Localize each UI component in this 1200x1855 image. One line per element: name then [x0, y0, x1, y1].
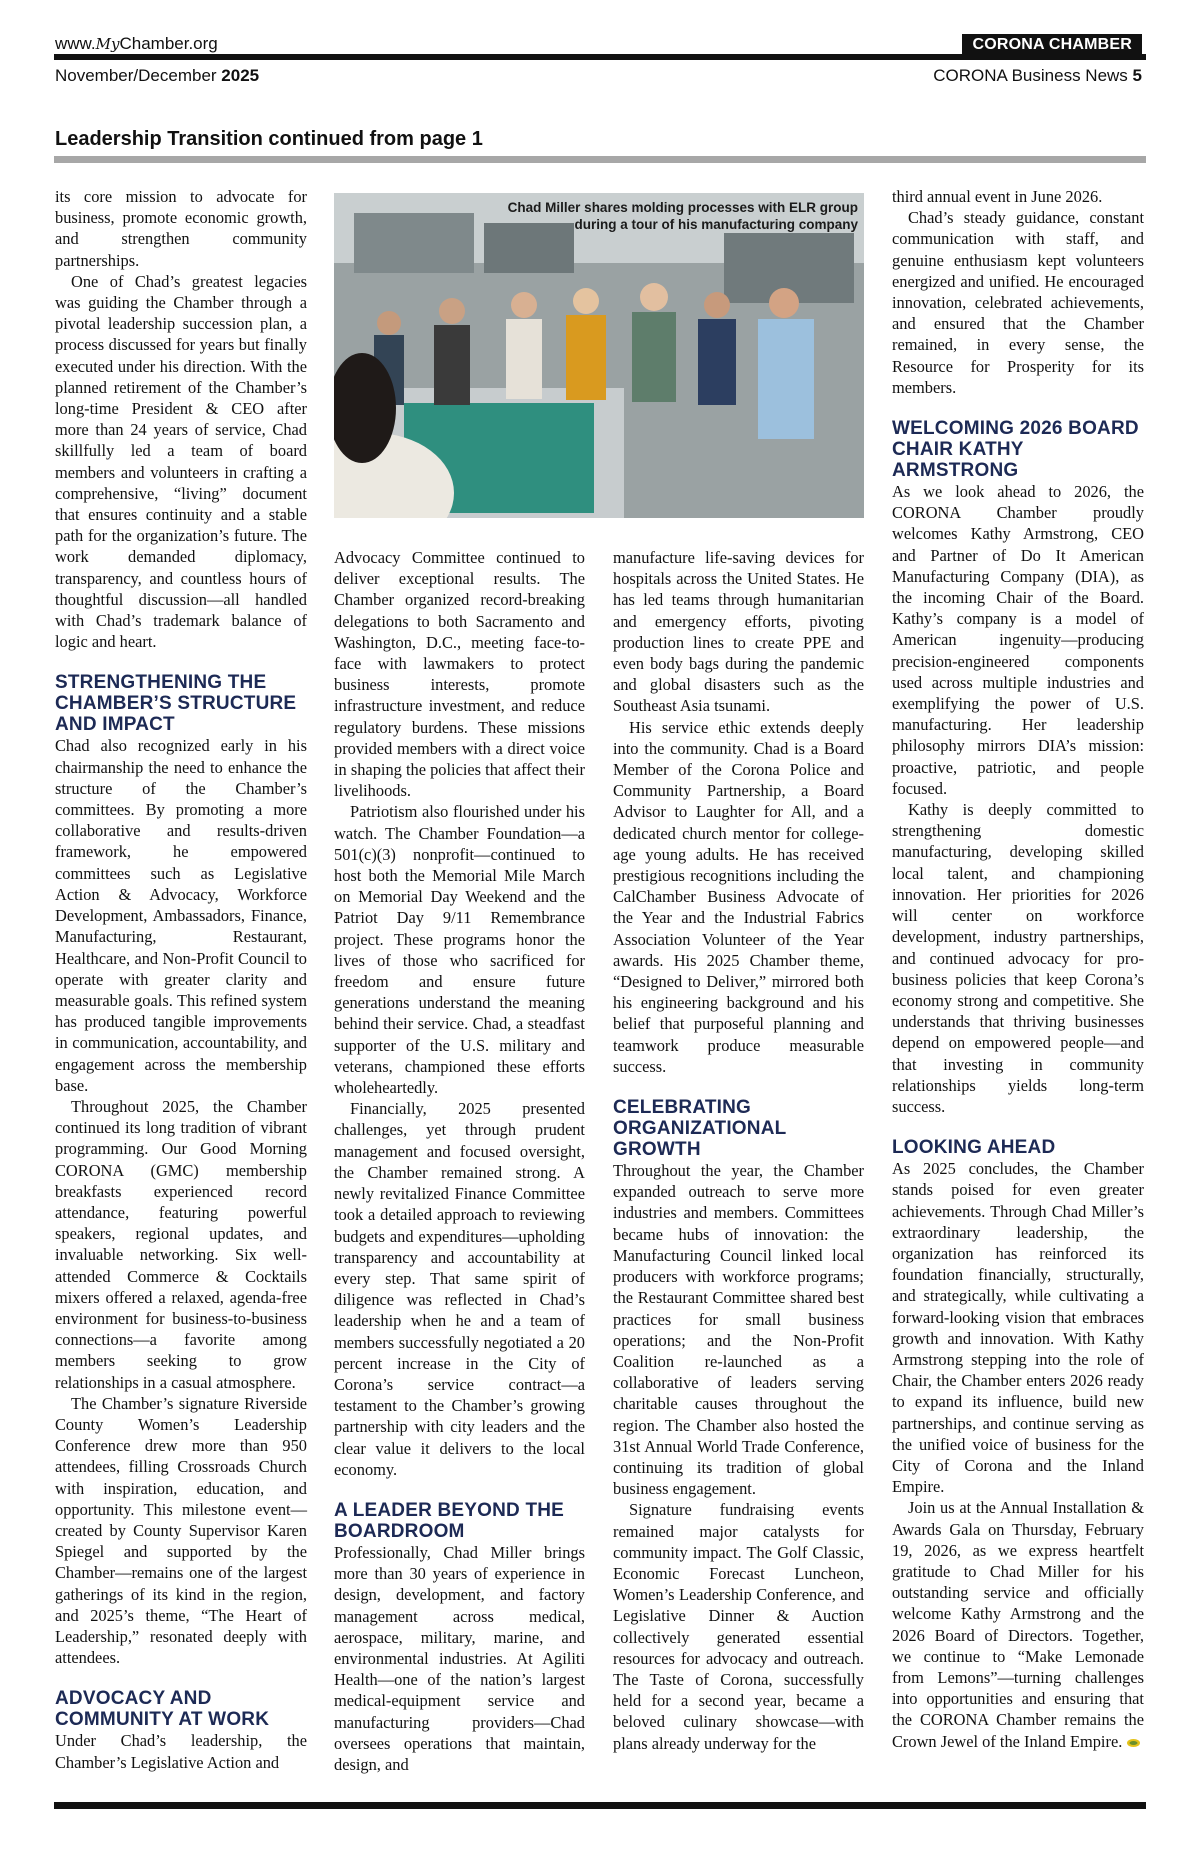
- publication-name: [933, 66, 1142, 86]
- subheading: ADVOCACY AND COMMUNITY AT WORK: [55, 1688, 270, 1731]
- paragraph: As we look ahead to 2026, the CORONA Chamber proudly welcomes Kathy Armstrong, CEO and Partner of Do It American Manufacturing Company (DIA), as the incoming Chair of the Board. Kathy’s company is a model of American ingenuity—producing precision-engineered components used across multiple industries and exemplifying the power of U.S. manufacturing. Her leadership philosophy mirrors DIA’s mission: proactive, patriotic, and people focused.: [892, 482, 1144, 798]
- section-title: Leadership Transition continued from page 1: [55, 128, 483, 150]
- article-column-1: [55, 186, 307, 1773]
- article-column-2: [334, 547, 585, 1775]
- paragraph: its core mission to advocate for business, promote economic growth, and strengthen community partnerships.: [55, 187, 307, 270]
- paragraph: The Chamber’s signature Riverside County Women’s Leadership Conference drew more than 950 attendees, filling Crossroads Church with inspiration, education, and opportunity. This milestone event—created by County Supervisor Karen Spiegel and supported by the Chamber—remains one of the largest gatherings of its kind in the region, and 2025’s theme, “The Heart of Leadership,” resonated deeply with attendees.: [55, 1393, 307, 1668]
- footer-rule: [54, 1802, 1146, 1809]
- photo-caption: Chad Miller shares molding processes with ELR group during a tour of his manufacturing company: [507, 200, 858, 232]
- subheading: LOOKING AHEAD: [892, 1137, 1056, 1159]
- paragraph: His service ethic extends deeply into the community. Chad is a Board Member of the Corona Police and Community Partnership, a Board Advisor to Laughter for All, and a dedicated church mentor for college-age young adults. He has received prestigious recognitions including the CalChamber Business Advocate of the Year and the Industrial Fabrics Association Volunteer of the Year awards. His 2025 Chamber theme, “Designed to Deliver,” mirrored both his engineering background and his belief that purposeful planning and teamwork produce measurable success.: [613, 717, 864, 1076]
- url-prefix: www.: [55, 34, 96, 53]
- paragraph: One of Chad’s greatest legacies was guiding the Chamber through a pivotal leadership succession plan, a process discussed for years but finally executed under his direction. With the planned retirement of the Chamber’s long-time President & CEO after more than 24 years of service, Chad skillfully led a team of board members and volunteers in crafting a comprehensive, “living” document that ensures continuity and a stable path for the organization’s future. The work demanded diplomacy, transparency, and countless hours of thoughtful discussion—all handled with Chad’s trademark balance of logic and heart.: [55, 271, 307, 652]
- paragraph: Financially, 2025 presented challenges, yet through prudent management and focused oversight, the Chamber remained strong. A newly revitalized Finance Committee took a detailed approach to reviewing budgets and expenditures—upholding transparency and accountability at every step. That same spirit of diligence was reflected in Chad’s leadership when he and a team of members successfully negotiated a 20 percent increase in the City of Corona’s service contract—a testament to the Chamber’s growing partnership with city leaders and the clear value it delivers to the local economy.: [334, 1099, 585, 1479]
- issue-date: [55, 66, 259, 86]
- paragraph: As 2025 concludes, the Chamber stands poised for even greater achievements. Through Chad Miller’s extraordinary leadership, the organization has reinforced its foundation financially, structurally, and strategically, while cultivating a forward-looking vision that embraces growth and innovation. With Kathy Armstrong stepping into the role of Chair, the Chamber enters 2026 ready to expand its influence, build new partnerships, and continue serving as the unified voice of business for the City of Corona and the Inland Empire.: [892, 1159, 1144, 1497]
- paragraph: [892, 1497, 1144, 1751]
- subheading: CELEBRATING ORGANIZATIONAL GROWTH: [613, 1097, 787, 1161]
- paragraph: manufacture life-saving devices for hospitals across the United States. He has led teams through humanitarian and emergency efforts, pivoting production lines to create PPE and even body bags during the pandemic and global disasters such as the Southeast Asia tsunami.: [613, 548, 864, 716]
- article-column-4: [892, 186, 1144, 1752]
- section-rule: [54, 156, 1146, 163]
- paragraph: Advocacy Committee continued to deliver exceptional results. The Chamber organized record-breaking delegations to both Sacramento and Washington, D.C., meeting face-to-face with lawmakers to protect business interests, promote infrastructure investment, and reduce regulatory burdens. These missions provided members with a direct voice in shaping the policies that affect their livelihoods.: [334, 548, 585, 801]
- paragraph: Kathy is deeply committed to strengthening domestic manufacturing, developing skilled local talent, and championing innovation. Her priorities for 2026 will center on workforce development, industry partnerships, and continued advocacy for pro-business policies that keep Corona’s economy strong and competitive. She understands that thriving businesses depend on empowered people—and that investing in community relationships yields long-term success.: [892, 800, 1144, 1116]
- paragraph: Patriotism also flourished under his watch. The Chamber Foundation—a 501(c)(3) nonprofit—continued to host both the Memorial Mile March on Memorial Day Weekend and the Patriot Day 9/11 Remembrance project. These programs honor the lives of those who sacrificed for freedom and ensure future generations understand the meaning behind their service. Chad, a steadfast supporter of the U.S. military and veterans, championed these efforts wholeheartedly.: [334, 802, 585, 1098]
- page-number: 5: [1132, 66, 1142, 85]
- issue-months: November/December: [55, 66, 222, 85]
- paragraph: third annual event in June 2026.: [892, 187, 1103, 206]
- url-suffix: Chamber.org: [119, 34, 218, 53]
- paragraph: Chad also recognized early in his chairmanship the need to enhance the structure of the Chamber’s committees. By promoting a more collaborative and results-driven framework, he empowered committees such as Legislative Action & Advocacy, Workforce Development, Ambassadors, Finance, Manufacturing, Restaurant, Healthcare, and Non-Profit Council to operate with greater clarity and measurable goals. This refined system has produced tangible improvements in communication, accountability, and engagement across the membership base.: [55, 736, 307, 1095]
- url-script: My: [95, 35, 120, 53]
- paragraph: Chad’s steady guidance, constant communication with staff, and genuine enthusiasm kept volunteers energized and unified. He encouraged innovation, celebrated achievements, and ensured that the Chamber remained, in every sense, the Resource for Prosperity for its members.: [892, 208, 1144, 397]
- paragraph: Signature fundraising events remained major catalysts for community impact. The Golf Classic, Economic Forecast Luncheon, Women’s Leadership Conference, and Legislative Dinner & Auction collectively generated essential resources for advocacy and outreach. The Taste of Corona, successfully held for a second year, became a beloved culinary showcase—with plans already underway for the: [613, 1500, 864, 1753]
- issue-year: 2025: [221, 66, 260, 85]
- paragraph: Throughout the year, the Chamber expanded outreach to serve more industries and members. Committees became hubs of innovation: the Manufacturing Council linked local producers with workforce programs; the Restaurant Committee shared best practices for small business operations; and the Non-Profit Coalition re-launched as a collaborative of leaders serving charitable causes throughout the region. The Chamber also hosted the 31st Annual World Trade Conference, continuing its tradition of global business engagement.: [613, 1161, 864, 1499]
- publication-title: CORONA Business News: [933, 66, 1133, 85]
- publisher-badge: CORONA CHAMBER: [962, 34, 1142, 56]
- closing-text: Join us at the Annual Installation & Awards Gala on Thursday, February 19, 2026, as we express heartfelt gratitude to Chad Miller for his outstanding service and officially welcome Kathy Armstrong and the 2026 Board of Directors. Together, we continue to “Make Lemonade from Lemons”—turning challenges into opportunities and ensuring that the CORONA Chamber remains the Crown Jewel of the Inland Empire.: [892, 1498, 1144, 1751]
- paragraph: Under Chad’s leadership, the Chamber’s Legislative Action and: [55, 1731, 307, 1772]
- paragraph: Throughout 2025, the Chamber continued its long tradition of vibrant programming. Our Good Morning CORONA (GMC) membership breakfasts experienced record attendance, featuring powerful speakers, regional updates, and invaluable networking. Six well-attended Commerce & Cocktails mixers offered a relaxed, agenda-free environment for business-to-business connections—a favorite among members seeking to grow relationships in a casual atmosphere.: [55, 1096, 307, 1392]
- subheading: WELCOMING 2026 BOARD CHAIR KATHY ARMSTRONG: [892, 418, 1139, 482]
- paragraph: Professionally, Chad Miller brings more than 30 years of experience in design, development, and factory management across medical, aerospace, military, marine, and environmental industries. At Agiliti Health—one of the nation’s largest medical-equipment service and manufacturing providers—Chad oversees operations that maintain, design, and: [334, 1542, 585, 1774]
- article-column-3: [613, 547, 864, 1754]
- lemon-end-mark-icon: [1126, 1738, 1141, 1748]
- website-url[interactable]: [55, 34, 218, 54]
- article-photo: [334, 193, 864, 518]
- subheading: STRENGTHENING THE CHAMBER’S STRUCTURE AND IMPACT: [55, 672, 297, 736]
- subheading: A LEADER BEYOND THE BOARDROOM: [334, 1499, 565, 1542]
- header-rule: [54, 54, 1146, 60]
- factory-tour-illustration: [334, 193, 864, 518]
